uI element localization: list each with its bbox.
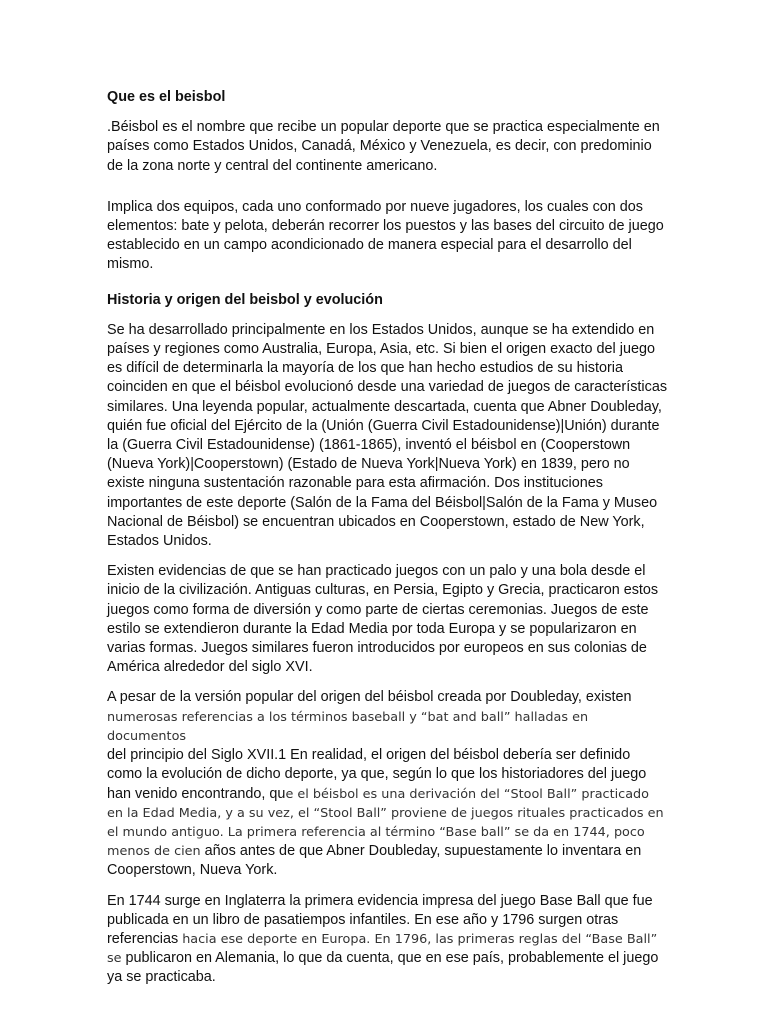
paragraph-version-popular-part2: numerosas referencias a los términos baseball y “bat and ball” halladas en documentos (107, 709, 589, 744)
paragraph-inglaterra-part1: En 1744 surge en Inglaterra la primera evidencia impresa del juego Base Ball que fue publicada en un libro de pasatiempos infantiles. En ese año y 1796 surgen otras referencias (107, 892, 653, 947)
paragraph-version-popular-part4: e el béisbol es una derivación del “Stool Ball” practicado en la Edad Media, y a su vez, el “Stool Ball” proviene de juegos rituales practicados en el mundo antiguo. La primera referencia al término “Base ball” se da en 1744, poco menos de cien (107, 786, 664, 860)
paragraph-version-popular (107, 688, 667, 880)
heading-historia-y-origen: Historia y origen del beisbol y evolución (107, 291, 383, 308)
spacer (107, 187, 667, 198)
paragraph-inglaterra (107, 892, 667, 988)
paragraph-inglaterra-part2: hacia ese deporte en Europa. En 1796, las primeras reglas del “Base Ball” se (107, 931, 658, 967)
paragraph-inglaterra-part3: publicaron en Alemania, lo que da cuenta, que en ese país, probablemente el juego ya se practicaba. (107, 950, 659, 986)
paragraph-version-popular-part1: A pesar de la versión popular del origen del béisbol creada por Doubleday, existen (107, 689, 632, 706)
paragraph-historia: Se ha desarrollado principalmente en los Estados Unidos, aunque se ha extendido en países y regiones como Australia, Europa, Asia, etc. Si bien el origen exacto del juego es difícil de determinarla la mayoría de los que han hecho estudios de su historia coinciden en que el béisbol evolucionó desde una variedad de juegos de características similares. Una leyenda popular, actualmente descartada, cuenta que Abner Doubleday, quién fue oficial del Ejército de la (Unión (Guerra Civil Estadounidense)|Unión) durante la (Guerra Civil Estadounidense) (1861-1865), inventó el béisbol en (Cooperstown (Nueva York)|Cooperstown) (Estado de Nueva York|Nueva York) en 1839, pero no existe ninguna sustentación razonable para esta afirmación. Dos instituciones importantes de este deporte (Salón de la Fama del Béisbol|Salón de la Fama y Museo Nacional de Béisbol) se encuentran ubicados en Cooperstown, estado de New York, Estados Unidos. (107, 321, 668, 550)
document-body (107, 88, 667, 999)
heading-que-es-el-beisbol: Que es el beisbol (107, 89, 226, 105)
paragraph-equipos: Implica dos equipos, cada uno conformado por nueve jugadores, los cuales con dos elementos: bate y pelota, deberán recorrer los puestos y las bases del circuito de juego establecido en un campo acondicionado de manera especial para el desarrollo del mismo. (107, 198, 664, 273)
paragraph-definition: .Béisbol es el nombre que recibe un popular deporte que se practica especialmente en países como Estados Unidos, Canadá, México y Venezuela, es decir, con predominio de la zona norte y central del continente americano. (107, 119, 660, 174)
paragraph-evidencias: Existen evidencias de que se han practicado juegos con un palo y una bola desde el inicio de la civilización. Antiguas culturas, en Persia, Egipto y Grecia, practicaron estos juegos como forma de diversión y como parte de ciertas ceremonias. Juegos de este estilo se extendieron durante la Edad Media por toda Europa y se popularizaron en varias formas. Juegos similares fueron introducidos por europeos en sus colonias de América alrededor del siglo XVI. (107, 563, 659, 676)
paragraph-version-popular-part5: años antes de que Abner Doubleday, supuestamente lo inventara en Cooperstown, Nueva York. (107, 843, 642, 879)
paragraph-version-popular-part3: del principio del Siglo XVII.1 En realidad, el origen del béisbol debería ser definido como la evolución de dicho deporte, ya que, según lo que los historiadores del juego han venido encontrando, qu (107, 747, 647, 802)
